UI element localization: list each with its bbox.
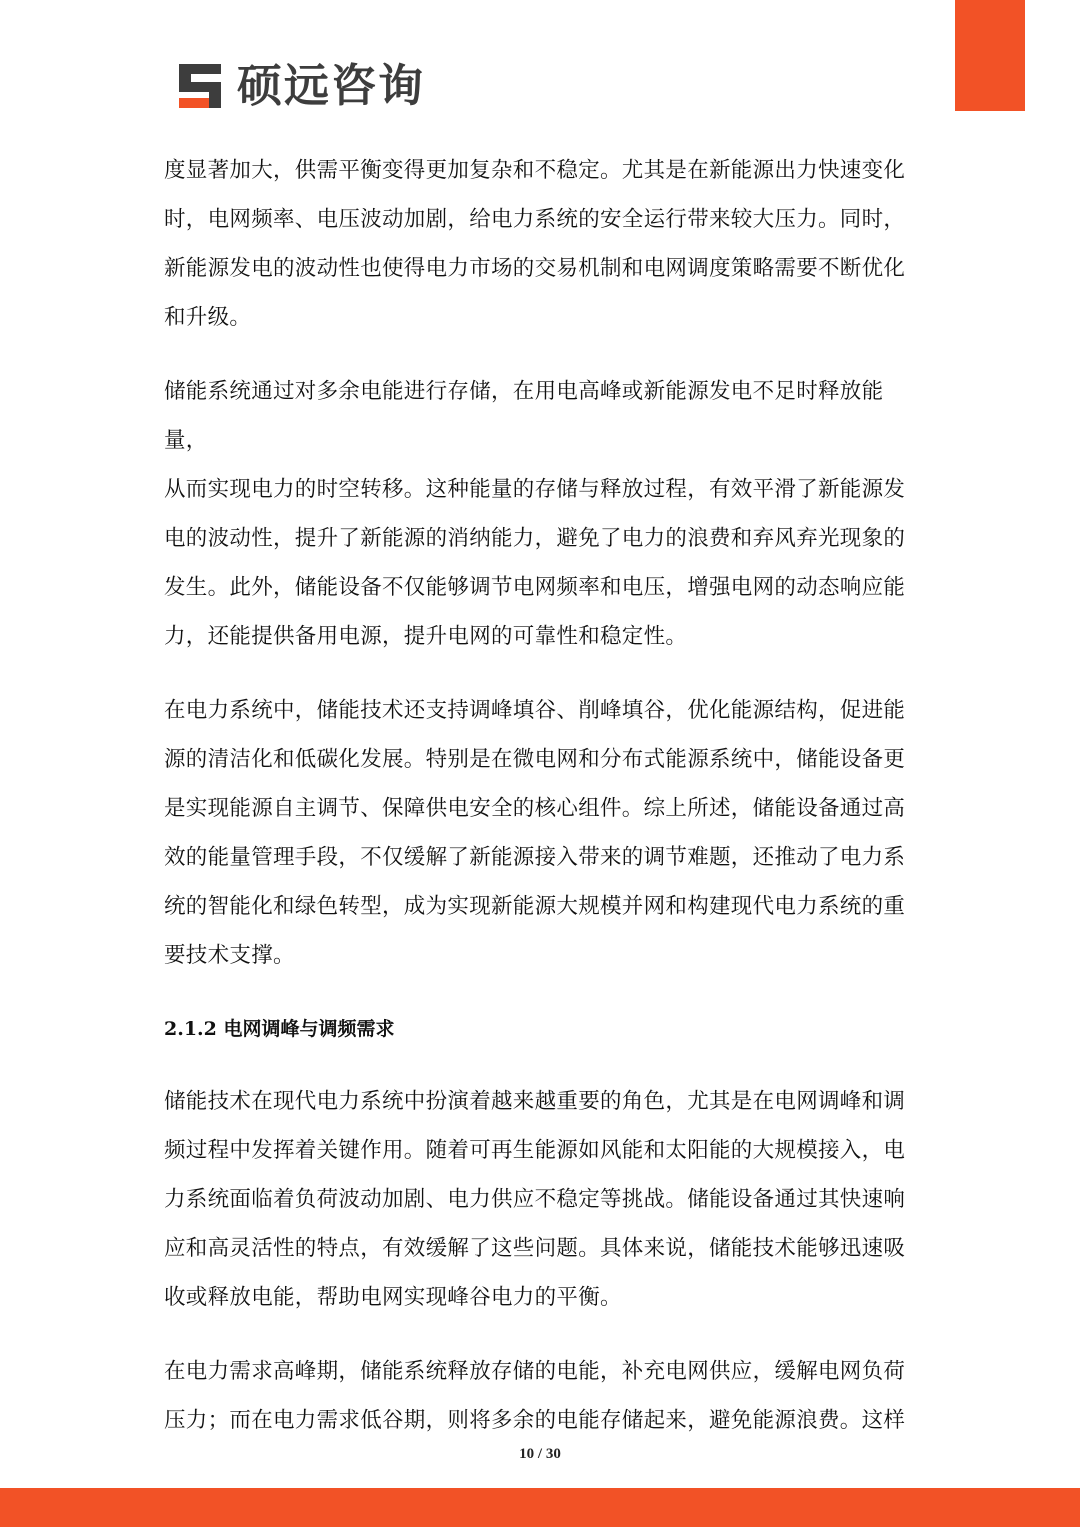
brand-name: 硕远咨询 xyxy=(237,59,426,112)
document-body xyxy=(164,146,924,1470)
body-paragraph: 在电力系统中，储能技术还支持调峰填谷、削峰填谷，优化能源结构，促进能 源的清洁化和低碳化发展。特别是在微电网和分布式能源系统中，储能设备更 是实现能源自主调节、保障供电安全的核心组件。综上所述，储能设备通过高 效的能量管理手段，不仅缓解了新能源接入带来的调节难题，还推动了电力系 统的智能化和绿色转型，成为实现新能源大规模并网和构建现代电力系统的重 要技术支撑。 xyxy=(164,698,906,968)
header-accent-block xyxy=(955,0,1025,111)
body-paragraph: 储能技术在现代电力系统中扮演着越来越重要的角色，尤其是在电网调峰和调 频过程中发挥着关键作用。随着可再生能源如风能和太阳能的大规模接入，电 力系统面临着负荷波动加剧、电力供应不稳定等挑战。储能设备通过其快速响 应和高灵活性的特点，有效缓解了这些问题。具体来说，储能技术能够迅速吸 收或释放电能，帮助电网实现峰谷电力的平衡。 xyxy=(164,1089,906,1310)
brand-logo xyxy=(175,60,425,112)
footer-accent-bar xyxy=(0,1488,1080,1527)
body-paragraph: 在电力需求高峰期，储能系统释放存储的电能，补充电网供应，缓解电网负荷 压力；而在电力需求低谷期，则将多余的电能存储起来，避免能源浪费。这样 xyxy=(164,1359,906,1433)
section-heading: 2.1.2 电网调峰与调频需求 xyxy=(164,1018,395,1040)
page-number: 10 / 30 xyxy=(519,1446,561,1462)
body-paragraph: 度显著加大，供需平衡变得更加复杂和不稳定。尤其是在新能源出力快速变化 时，电网频率、电压波动加剧，给电力系统的安全运行带来较大压力。同时， 新能源发电的波动性也使得电力市场的交易机制和电网调度策略需要不断优化 和升级。 xyxy=(164,158,906,330)
body-paragraph: 储能系统通过对多余电能进行存储，在用电高峰或新能源发电不足时释放能量， 从而实现电力的时空转移。这种能量的存储与释放过程，有效平滑了新能源发 电的波动性，提升了新能源的消纳能力，避免了电力的浪费和弃风弃光现象的 发生。此外，储能设备不仅能够调节电网频率和电压，增强电网的动态响应能 力，还能提供备用电源，提升电网的可靠性和稳定性。 xyxy=(164,379,906,649)
s-block-logo-icon xyxy=(175,60,227,112)
